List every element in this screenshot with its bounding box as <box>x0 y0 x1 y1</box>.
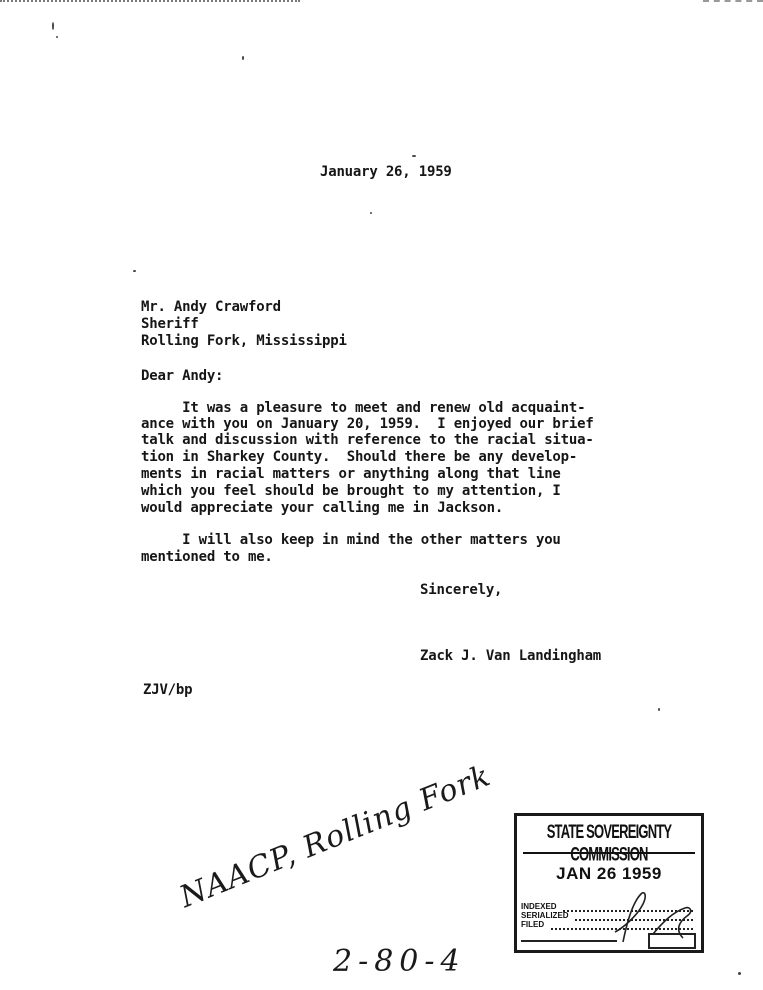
stamp-field-filed: FILED <box>521 920 545 929</box>
scan-speck <box>56 36 58 38</box>
stamp-date: JAN 26 1959 <box>556 864 662 883</box>
body-line: ance with you on January 20, 1959. I enjoyed our brief <box>141 416 594 432</box>
recipient-name: Mr. Andy Crawford <box>141 299 281 315</box>
top-edge-rule <box>0 0 300 4</box>
stamp-scribble-icon <box>593 882 703 952</box>
recipient-title: Sheriff <box>141 316 199 332</box>
body-line: It was a pleasure to meet and renew old acquaint- <box>141 400 586 416</box>
stamp-field-indexed: INDEXED <box>521 902 557 911</box>
recipient-location: Rolling Fork, Mississippi <box>141 333 347 349</box>
handwritten-file-number: 2-80-4 <box>333 944 466 979</box>
stamp-divider <box>523 852 695 854</box>
scan-speck <box>658 708 660 711</box>
body-line: talk and discussion with reference to the racial situa- <box>141 432 594 448</box>
signer-name: Zack J. Van Landingham <box>420 648 602 664</box>
body-line: mentioned to me. <box>141 549 273 565</box>
typist-initials: ZJV/bp <box>143 682 193 698</box>
scan-speck <box>52 22 54 30</box>
top-edge-rule-right <box>703 0 763 4</box>
letter-date: January 26, 1959 <box>320 164 452 180</box>
closing: Sincerely, <box>420 582 503 598</box>
body-line: I will also keep in mind the other matters you <box>141 532 561 548</box>
scan-speck <box>133 270 136 272</box>
received-stamp <box>514 813 704 953</box>
scan-speck <box>242 56 244 60</box>
body-line: ments in racial matters or anything along that line <box>141 466 561 482</box>
handwritten-note: NAACP, Rolling Fork <box>174 758 496 915</box>
stamp-title: STATE SOVEREIGNTY COMMISSION <box>546 820 672 865</box>
body-line: tion in Sharkey County. Should there be any develop- <box>141 449 578 465</box>
scan-speck <box>412 155 416 157</box>
body-line: which you feel should be brought to my attention, I <box>141 483 561 499</box>
salutation: Dear Andy: <box>141 368 224 384</box>
stamp-field-serialized: SERIALIZED <box>521 911 569 920</box>
scan-speck <box>738 972 741 975</box>
scan-speck <box>370 212 372 214</box>
body-line: would appreciate your calling me in Jackson. <box>141 500 504 516</box>
